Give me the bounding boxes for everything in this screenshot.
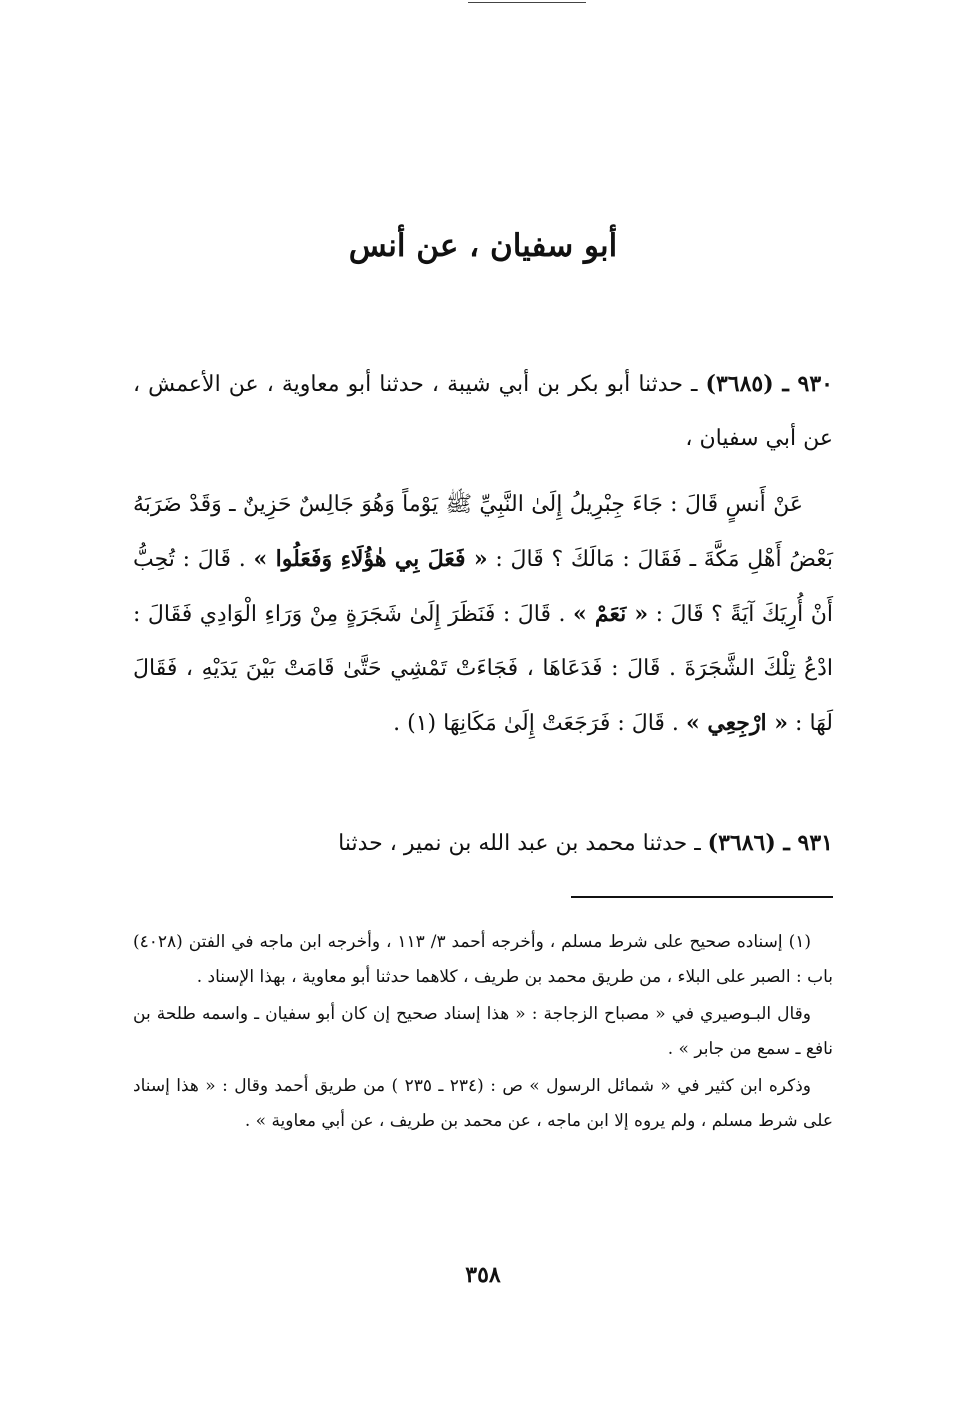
- footnote-ibn-kathir: وذكره ابن كثير في « شمائل الرسول » ص : (٢٣٤ ـ ٢٣٥ ) من طريق أحمد وقال : « هذا إسناد على شرط مسلم ، ولم يروه إلا ابن ماجه ، عن محمد بن طريف ، عن أبي معاوية » .: [133, 1076, 833, 1131]
- page-number: ٣٥٨: [465, 1262, 501, 1288]
- footnote-separator: [571, 896, 833, 898]
- hadith-930-isnad: [133, 357, 833, 466]
- hadith-text-part2: . قَالَ : تُحِبُّ أَنْ أُرِيَكَ آيَةً ؟ قَالَ :: [133, 547, 833, 627]
- hadith-quote-1: « فَعَلَ بِي هٰؤُلَاءِ وَفَعَلُوا »: [253, 546, 488, 572]
- hadith-text-part4: . قَالَ : فَرَجَعَتْ إِلَىٰ مَكَانِهَا (١) .: [393, 711, 679, 736]
- hadith-931-chain: ـ حدثنا محمد بن عبد الله بن نمير ، حدثنا: [338, 831, 701, 856]
- footnote-busiri: وقال البـوصيري في « مصباح الزجاجة : « هذا إسناد صحيح إن كان أبو سفيان ـ واسمه طلحة بن نافع ـ سمع من جابر » .: [133, 1004, 833, 1059]
- hadith-quote-2: « نَعَمْ »: [572, 601, 649, 627]
- hadith-text-part1: عَنْ أَنسٍ قَالَ : جَاءَ جِبْرِيلُ إِلَىٰ النَّبِيِّ ﷺ يَوْماً وَهُوَ جَالِسٌ حَزِينٌ ـ وَقَدْ ضَرَبَهُ بَعْضُ أَهْلِ مَكَّةَ ـ فَقَالَ : مَالَكَ ؟ قَالَ :: [133, 492, 834, 572]
- hadith-931-number: ٩٣١ ـ (٣٦٨٦): [707, 830, 833, 856]
- hadith-930-number: ٩٣٠ ـ (٣٦٨٥): [705, 371, 833, 397]
- hadith-quote-3: « ارْجِعِي »: [685, 710, 789, 736]
- top-rule: [468, 2, 586, 3]
- footnote-1: (١) إسناده صحيح على شرط مسلم ، وأخرجه أحمد ٣/ ١١٣ ، وأخرجه ابن ماجه في الفتن (٤٠٢٨) باب : الصبر على البلاء ، من طريق محمد بن طريف ، كلاهما حدثنا أبو معاوية ، بهذا الإسناد .: [133, 932, 833, 987]
- hadith-930-chain: ـ حدثنا أبو بكر بن أبي شيبة ، حدثنا أبو معاوية ، عن الأعمش ، عن أبي سفيان ،: [133, 372, 833, 451]
- chapter-title: أبو سفيان ، عن أنس: [348, 228, 618, 264]
- hadith-text-part3: . قَالَ : فَنَظَرَ إِلَىٰ شَجَرَةٍ مِنْ وَرَاءِ الْوَادِي فَقَالَ : ادْعُ تِلْكَ الشَّجَرَةَ . قَالَ : فَدَعَاهَا ، فَجَاءَتْ تَمْشِي حَتَّىٰ قَامَتْ بَيْنَ يَدَيْهِ ، فَقَالَ لَهَا :: [133, 602, 833, 736]
- hadith-931-isnad: [133, 816, 833, 871]
- footnotes: [133, 925, 833, 1141]
- hadith-930-text: [133, 478, 833, 751]
